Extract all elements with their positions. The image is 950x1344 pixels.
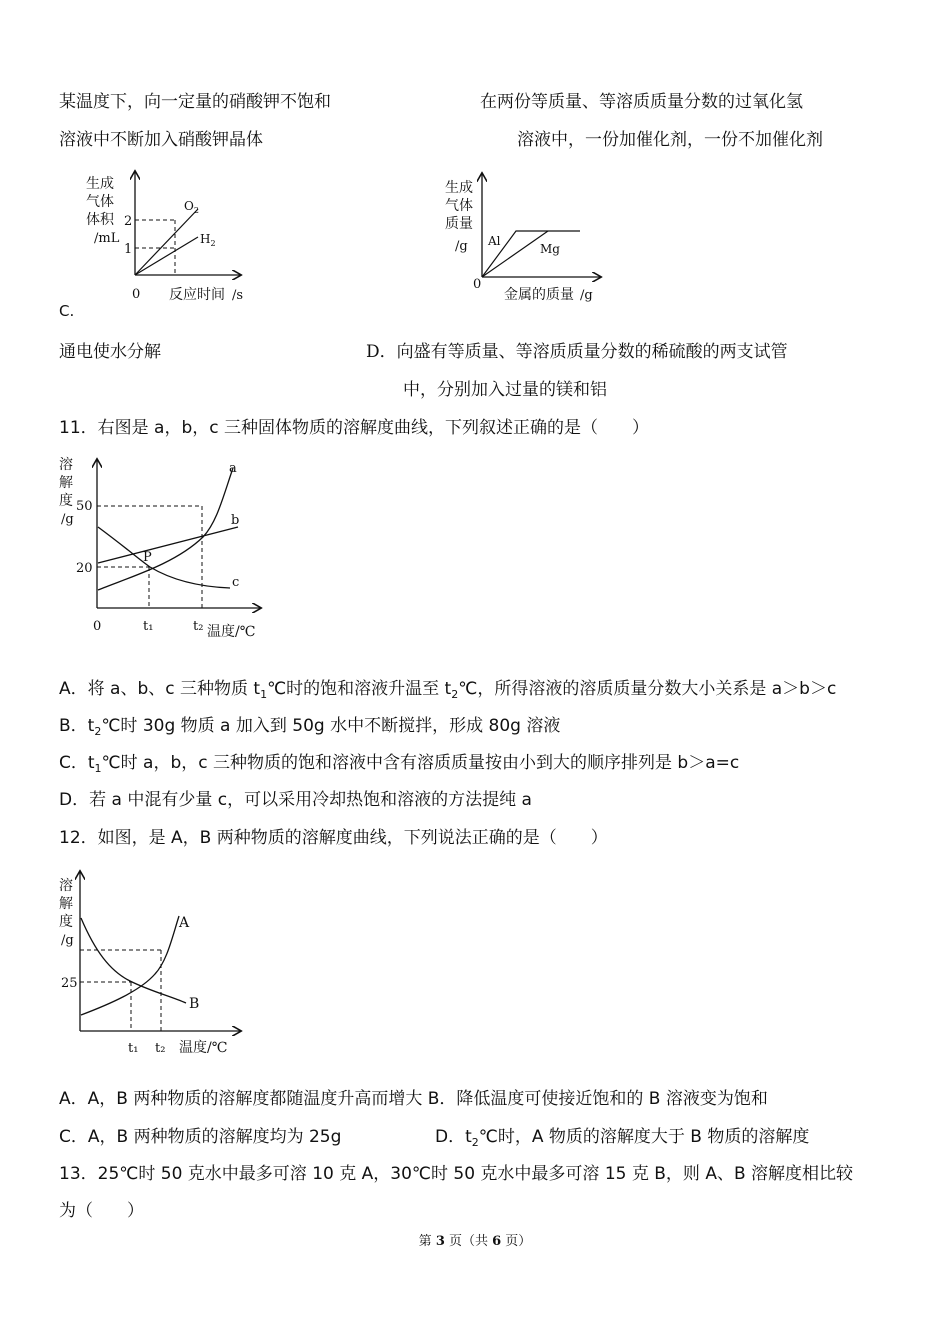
point-p-label: P <box>143 550 152 565</box>
tick-50: 50 <box>76 499 93 514</box>
tick-t1: t₁ <box>128 1041 139 1056</box>
q13-stem-line2: 为（ ） <box>59 1201 144 1221</box>
xlabel: 温度/℃ <box>207 624 256 640</box>
q10-graph-electrolysis <box>80 168 260 303</box>
tick-25: 25 <box>61 976 78 991</box>
ylabel-unit: /g <box>455 239 468 254</box>
q13-stem-line1: 13．25℃时 50 克水中最多可溶 10 克 A，30℃时 50 克水中最多可溶 15 克 B，则 A、B 溶解度相比较 <box>59 1164 854 1184</box>
q10-option-d-line2: 中，分别加入过量的镁和铝 <box>403 380 607 400</box>
ylabel-unit: /g <box>61 512 74 527</box>
ylabel-1: 生成 <box>86 176 114 192</box>
q11-option-a[interactable]: A．将 a、b、c 三种物质 $t_1℃$时的饱和溶液升温至 $t_2℃$，所得溶液的溶质质量分数大小关系是 a＞b＞c <box>59 679 837 701</box>
ylabel-2: 气体 <box>86 194 114 210</box>
h2-label: $H_2$ <box>200 232 216 248</box>
ylabel-3: 体积 <box>86 212 114 228</box>
q12-option-a-b[interactable]: A．A，B 两种物质的溶解度都随温度升高而增大 B．降低温度可使接近饱和的 B 溶液变为饱和 <box>59 1089 768 1109</box>
q12-option-c[interactable]: C．A，B 两种物质的溶解度均为 25g <box>59 1127 342 1147</box>
q10-graph-metals <box>440 170 610 305</box>
tick-t2: t₂ <box>155 1041 166 1056</box>
q11-option-c[interactable]: C．$t_1℃$时 a，b，c 三种物质的饱和溶液中含有溶质质量按由小到大的顺序排列是 b＞a=c <box>59 753 740 775</box>
xlabel: 金属的质量 <box>504 287 574 303</box>
q10-option-d-line1: D．向盛有等质量、等溶质质量分数的稀硫酸的两支试管 <box>366 342 788 362</box>
curve-a <box>98 468 233 590</box>
ylabel-2: 解 <box>59 475 73 491</box>
q10-c-description-line1: 某温度下，向一定量的硝酸钾不饱和 <box>59 92 331 112</box>
q12-option-d[interactable]: D．$t_2℃$时，A 物质的溶解度大于 B 物质的溶解度 <box>435 1127 810 1149</box>
origin: 0 <box>473 277 482 292</box>
curve-b <box>81 918 186 1003</box>
ylabel-3: 质量 <box>445 216 473 232</box>
q12-stem: 12．如图，是 A，B 两种物质的溶解度曲线，下列说法正确的是（ ） <box>59 828 608 848</box>
q11-option-d[interactable]: D．若 a 中混有少量 c，可以采用冷却热饱和溶液的方法提纯 a <box>59 790 532 810</box>
ylabel-3: 度 <box>59 493 73 509</box>
q10-option-c-label: C. <box>59 302 75 320</box>
origin: 0 <box>132 287 141 302</box>
al-label: Al <box>488 234 501 248</box>
q12-solubility-graph <box>55 866 255 1061</box>
q10-d-description-line1: 在两份等质量、等溶质质量分数的过氧化氢 <box>480 92 803 112</box>
curve-b-label: B <box>189 996 200 1012</box>
q10-option-c-text: 通电使水分解 <box>59 342 161 362</box>
xlabel: 温度/℃ <box>179 1040 228 1056</box>
xunit: /s <box>232 288 244 303</box>
ylabel-2: 气体 <box>445 198 473 214</box>
tick-t1: t₁ <box>143 619 154 634</box>
ylabel-1: 溶 <box>59 878 73 894</box>
tick-t2: t₂ <box>193 619 204 634</box>
curve-a <box>81 916 179 1015</box>
q11-option-b[interactable]: B．$t_2℃$时 30g 物质 a 加入到 50g 水中不断搅拌，形成 80g 溶液 <box>59 716 561 738</box>
page-number: 3 <box>435 1234 445 1249</box>
tick-2: 2 <box>124 214 133 229</box>
curve-c-label: c <box>232 575 240 590</box>
q10-c-description-line2: 溶液中不断加入硝酸钾晶体 <box>59 130 263 150</box>
o2-label: $O_2$ <box>184 199 199 215</box>
q11-solubility-graph <box>55 452 265 642</box>
xunit: /g <box>580 288 593 303</box>
curve-b-label: b <box>231 513 240 528</box>
tick-20: 20 <box>76 561 93 576</box>
q11-stem: 11．右图是 a，b，c 三种固体物质的溶解度曲线，下列叙述正确的是（ ） <box>59 418 649 438</box>
curve-b <box>98 527 238 563</box>
origin: 0 <box>93 619 102 634</box>
ylabel-1: 生成 <box>445 180 473 196</box>
ylabel-unit: /mL <box>94 231 120 246</box>
page-total: 6 <box>492 1234 502 1249</box>
ylabel-3: 度 <box>59 914 73 930</box>
mg-label: Mg <box>540 242 560 256</box>
ylabel-unit: /g <box>61 933 74 948</box>
ylabel-1: 溶 <box>59 457 73 473</box>
xlabel: 反应时间 <box>169 287 225 303</box>
curve-a-label: a <box>229 461 237 476</box>
curve-a-label: A <box>179 915 190 931</box>
ylabel-2: 解 <box>59 896 73 912</box>
page-footer: 第 3 页（共 6 页） <box>418 1234 532 1249</box>
q10-d-description-line2: 溶液中，一份加催化剂，一份不加催化剂 <box>517 130 823 150</box>
tick-1: 1 <box>124 242 133 257</box>
